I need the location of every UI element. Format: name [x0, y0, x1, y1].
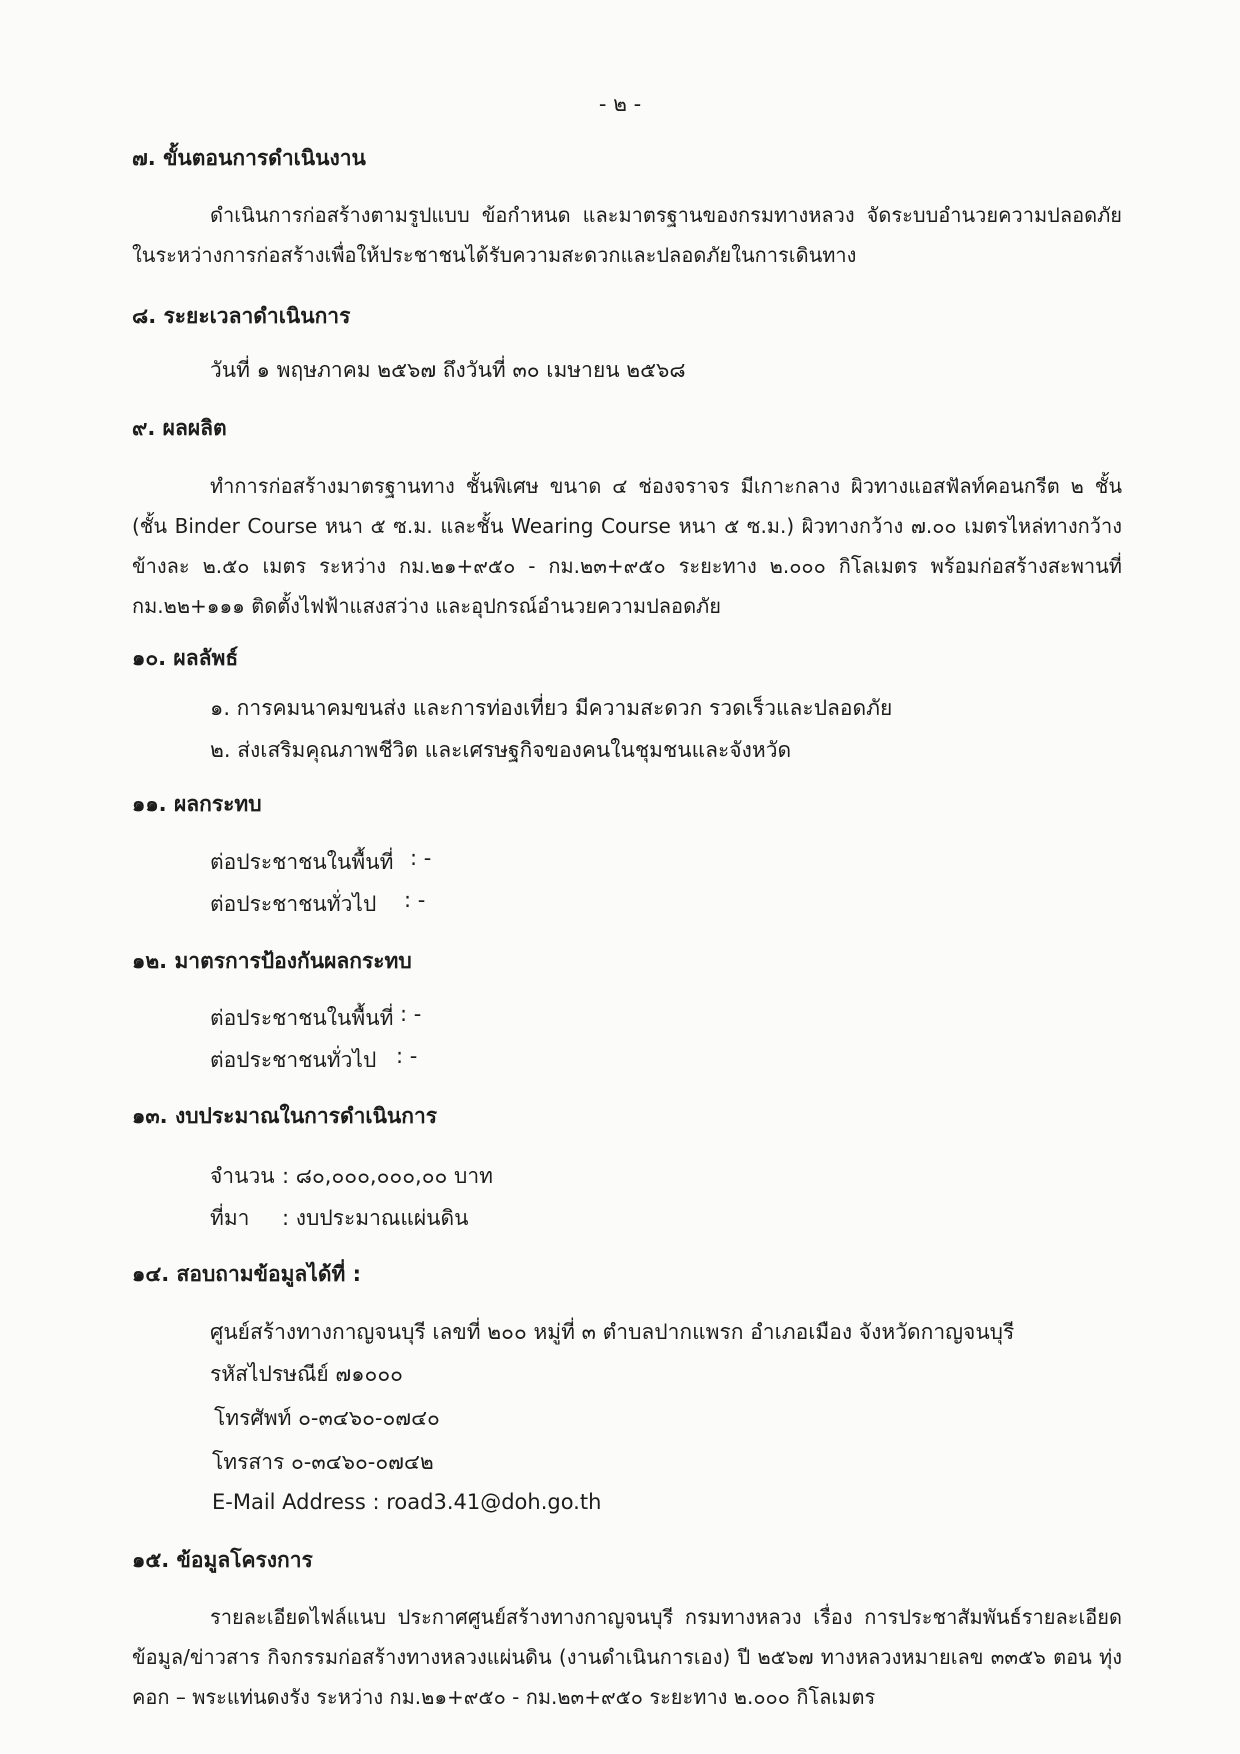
section-11-general-label: ต่อประชาชนทั่วไป: [210, 892, 377, 916]
section-10-item-1: ๑. การคมนาคมขนส่ง และการท่องเที่ยว มีความสะดวก รวดเร็วและปลอดภัย: [210, 696, 893, 720]
section-11-general-value: : -: [404, 888, 426, 912]
section-7-body: ดำเนินการก่อสร้างตามรูปแบบ ข้อกำหนด และมาตรฐานของกรมทางหลวง จัดระบบอำนวยความปลอดภัยในระหว่างการก่อสร้างเพื่อให้ประชาชนได้รับความสะดวกและปลอดภัยในการเดินทาง: [132, 203, 1122, 267]
contact-postcode: รหัสไปรษณีย์ ๗๑๐๐๐: [210, 1362, 403, 1386]
page-number: - ๒ -: [598, 92, 642, 116]
section-15-heading: ๑๕. ข้อมูลโครงการ: [132, 1548, 313, 1572]
section-14-heading: ๑๔. สอบถามข้อมูลได้ที่ :: [132, 1262, 362, 1286]
section-11-heading: ๑๑. ผลกระทบ: [132, 792, 262, 816]
contact-address: ศูนย์สร้างทางกาญจนบุรี เลขที่ ๒๐๐ หมู่ที่ ๓ ตำบลปากแพรก อำเภอเมือง จังหวัดกาญจนบุรี: [210, 1320, 1015, 1344]
section-10-item-2: ๒. ส่งเสริมคุณภาพชีวิต และเศรษฐกิจของคนในชุมชนและจังหวัด: [210, 738, 792, 762]
budget-amount-value: : ๘๐,๐๐๐,๐๐๐,๐๐ บาท: [282, 1164, 493, 1188]
section-11-local-label: ต่อประชาชนในพื้นที่: [210, 850, 394, 874]
section-12-local-value: : -: [400, 1002, 422, 1026]
section-15-body: รายละเอียดไฟล์แนบ ประกาศศูนย์สร้างทางกาญจนบุรี กรมทางหลวง เรื่อง การประชาสัมพันธ์รายละเอียดข้อมูล/ข่าวสาร กิจกรรมก่อสร้างทางหลวงแผ่นดิน (งานดำเนินการเอง) ปี ๒๕๖๗ ทางหลวงหมายเลข ๓๓๕๖ ตอน ทุ่งคอก – พระแท่นดงรัง ระหว่าง กม.๒๑+๙๕๐ - กม.๒๓+๙๕๐ ระยะทาง ๒.๐๐๐ กิโลเมตร: [132, 1605, 1122, 1709]
section-8-heading: ๘. ระยะเวลาดำเนินการ: [132, 304, 351, 328]
budget-source-label: ที่มา: [210, 1206, 250, 1230]
contact-email: E-Mail Address : road3.41@doh.go.th: [212, 1490, 602, 1514]
section-8-body: วันที่ ๑ พฤษภาคม ๒๕๖๗ ถึงวันที่ ๓๐ เมษายน ๒๕๖๘: [210, 358, 686, 382]
budget-source-value: : งบประมาณแผ่นดิน: [282, 1206, 469, 1230]
section-12-general-value: : -: [396, 1044, 418, 1068]
contact-fax: โทรสาร ๐-๓๔๖๐-๐๗๔๒: [212, 1450, 434, 1474]
budget-amount-label: จำนวน: [210, 1164, 275, 1188]
section-10-heading: ๑๐. ผลลัพธ์: [132, 646, 239, 670]
section-13-heading: ๑๓. งบประมาณในการดำเนินการ: [132, 1104, 438, 1128]
section-7-heading: ๗. ขั้นตอนการดำเนินงาน: [132, 146, 366, 170]
contact-phone: โทรศัพท์ ๐-๓๔๖๐-๐๗๔๐: [214, 1406, 440, 1430]
section-9-body: ทำการก่อสร้างมาตรฐานทาง ชั้นพิเศษ ขนาด ๔ ช่องจราจร มีเกาะกลาง ผิวทางแอสฟัลท์คอนกรีต ๒ ชั้น (ชั้น Binder Course หนา ๕ ซ.ม. และชั้น Wearing Course หนา ๕ ซ.ม.) ผิวทางกว้าง ๗.๐๐ เมตรไหล่ทางกว้างข้างละ ๒.๕๐ เมตร ระหว่าง กม.๒๑+๙๕๐ - กม.๒๓+๙๕๐ ระยะทาง ๒.๐๐๐ กิโลเมตร พร้อมก่อสร้างสะพานที่ กม.๒๒+๑๑๑ ติดตั้งไฟฟ้าแสงสว่าง และอุปกรณ์อำนวยความปลอดภัย: [132, 474, 1122, 618]
section-11-local-value: : -: [410, 846, 432, 870]
section-12-heading: ๑๒. มาตรการป้องกันผลกระทบ: [132, 949, 412, 973]
section-9-heading: ๙. ผลผลิต: [132, 416, 227, 440]
section-12-general-label: ต่อประชาชนทั่วไป: [210, 1048, 377, 1072]
section-12-local-label: ต่อประชาชนในพื้นที่: [210, 1006, 394, 1030]
